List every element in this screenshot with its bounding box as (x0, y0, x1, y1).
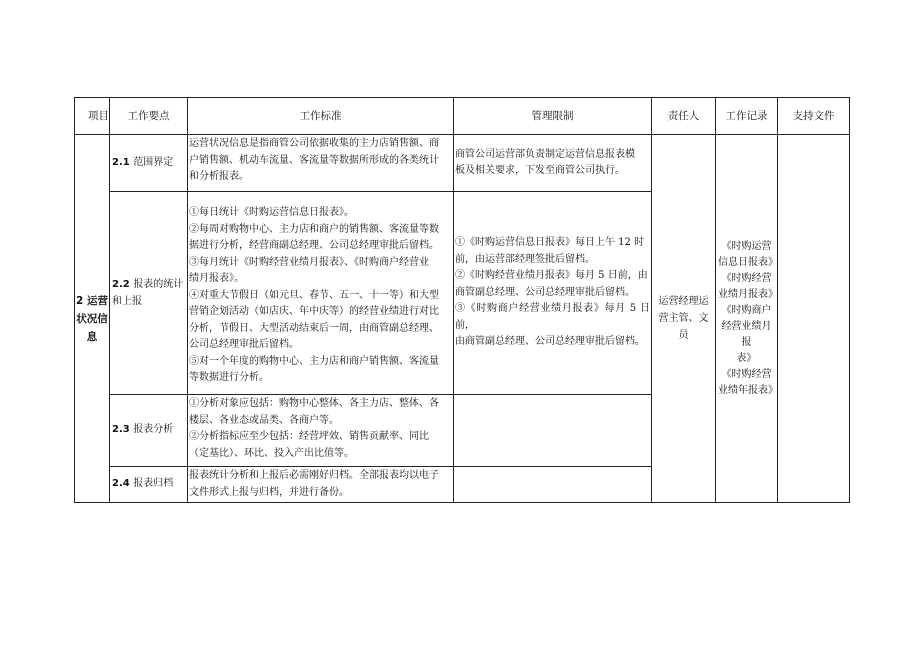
header-support: 支持文件 (778, 98, 850, 135)
header-key-points: 工作要点 (110, 98, 188, 135)
project-label-line: 2 运营 (76, 294, 108, 307)
standard-line: （定基比）、环比、投入产出比值等。 (189, 447, 354, 459)
standard-line: 户销售额、机动车流量、客流量等数据所形成的各类统计 (189, 154, 439, 166)
standard-line: 楼层、各业态或品类、各商户等。 (189, 414, 339, 426)
standard-line: 文件形式上报与归档，并进行备份。 (189, 486, 349, 498)
control-line: ①《时购运营信息日报表》每日上午 12 时 (455, 237, 645, 249)
record-line: 业绩月报表》 (718, 288, 778, 300)
control-2-4 (454, 467, 652, 503)
owner-line: 员 (678, 330, 689, 341)
standard-2-1 (188, 135, 454, 192)
standard-line: 绩月报表》。 (189, 273, 244, 284)
key-point-label: 和上报 (112, 296, 142, 307)
record-line: 经营业绩月报 (721, 320, 772, 348)
header-row (75, 98, 850, 135)
key-point-2-3 (110, 395, 188, 467)
standard-2-4 (188, 467, 454, 503)
standard-line: ①每日统计《时购运营信息日报表》。 (189, 207, 354, 218)
standard-line: 和分析报表。 (189, 171, 249, 182)
key-point-2-4 (110, 467, 188, 503)
control-line: ③《时购商户经营业绩月报表》每月 5 日前， (455, 303, 650, 331)
header-owner: 责任人 (652, 98, 716, 135)
project-label-line: 息 (86, 330, 98, 343)
standard-line: ⑤对一个年度的购物中心、主力店和商户销售额、客流量 (189, 355, 439, 367)
key-point-label: 报表的统计 (133, 279, 184, 290)
standard-line: 据进行分析，经营商副总经理、公司总经理审批后留档。 (189, 240, 439, 251)
record-line: 《时购商户 (721, 304, 772, 316)
standard-2-3 (188, 395, 454, 467)
standard-2-2 (188, 192, 454, 395)
standard-line: 报表统计分析和上报后必需刚好归档。全部报表均以电子 (189, 470, 439, 481)
owner-line: 营主管、文 (658, 313, 709, 324)
standard-line: ④对重大节假日（如元旦、春节、五一、十一等）和大型 (189, 289, 439, 301)
control-2-2 (454, 192, 652, 395)
header-record: 工作记录 (716, 98, 778, 135)
record-line: 业绩年报表》 (718, 384, 778, 396)
owner-line: 运营经理运 (658, 296, 709, 307)
control-2-3 (454, 395, 652, 467)
record-line: 信息日报表》 (718, 256, 778, 268)
control-line: ②《时购经营业绩月报表》每月 5 日前，由 (455, 270, 648, 282)
owner-cell (652, 135, 716, 503)
key-point-label: 报表归档 (133, 478, 174, 490)
key-point-number: 2.4 (112, 478, 130, 490)
control-line: 由商管副总经理、公司总经理审批后留档。 (455, 336, 645, 348)
key-point-2-2 (110, 192, 188, 395)
table-row (75, 135, 850, 192)
standard-line: 分析，节假日、大型活动结束后一周，由商管副总经理、 (189, 322, 439, 334)
control-line: 板及相关要求，下发至商管公司执行。 (455, 165, 625, 176)
record-line: 表》 (736, 352, 757, 364)
key-point-number: 2.2 (112, 279, 130, 290)
standard-line: ②分析指标应至少包括：经营坪效、销售贡献率、同比 (189, 431, 429, 442)
key-point-2-1 (110, 135, 188, 192)
standard-line: ③每月统计《时购经营业绩月报表》、《时购商户经营业 (189, 256, 429, 268)
key-point-label: 范围界定 (133, 156, 174, 168)
header-project: 项目 (75, 98, 110, 135)
standard-line: 公司总经理审批后留档。 (189, 339, 299, 350)
header-control: 管理限制 (454, 98, 652, 135)
record-line: 《时购经营 (721, 272, 772, 284)
project-cell (75, 135, 110, 503)
record-line: 《时购运营 (721, 240, 772, 252)
control-line: 商管副总经理、公司总经理审批后留档。 (455, 286, 635, 298)
standard-line: 营销企划活动（如店庆、年中庆等）的经营业绩进行对比 (189, 306, 439, 317)
standard-line: ①分析对象应包括：购物中心整体、各主力店、整体、各 (189, 398, 439, 409)
control-line: 前，由运营部经理签批后留档。 (455, 253, 595, 265)
standard-line: 运营状况信息是指商管公司依据收集的主力店销售额、商 (189, 138, 439, 149)
project-label-line: 状况信 (76, 312, 108, 325)
record-line: 《时购经营 (721, 368, 772, 380)
standard-line: ②每周对购物中心、主力店和商户的销售额、客流量等数 (189, 223, 439, 235)
operations-info-table (74, 97, 850, 503)
standard-line: 等数据进行分析。 (189, 372, 269, 383)
key-point-number: 2.1 (112, 156, 130, 168)
header-standard: 工作标准 (188, 98, 454, 135)
support-cell (778, 135, 850, 503)
key-point-number: 2.3 (112, 424, 130, 436)
control-2-1 (454, 135, 652, 192)
control-line: 商管公司运营部负责制定运营信息报表模 (455, 148, 635, 160)
record-cell (716, 135, 778, 503)
key-point-label: 报表分析 (133, 424, 174, 436)
